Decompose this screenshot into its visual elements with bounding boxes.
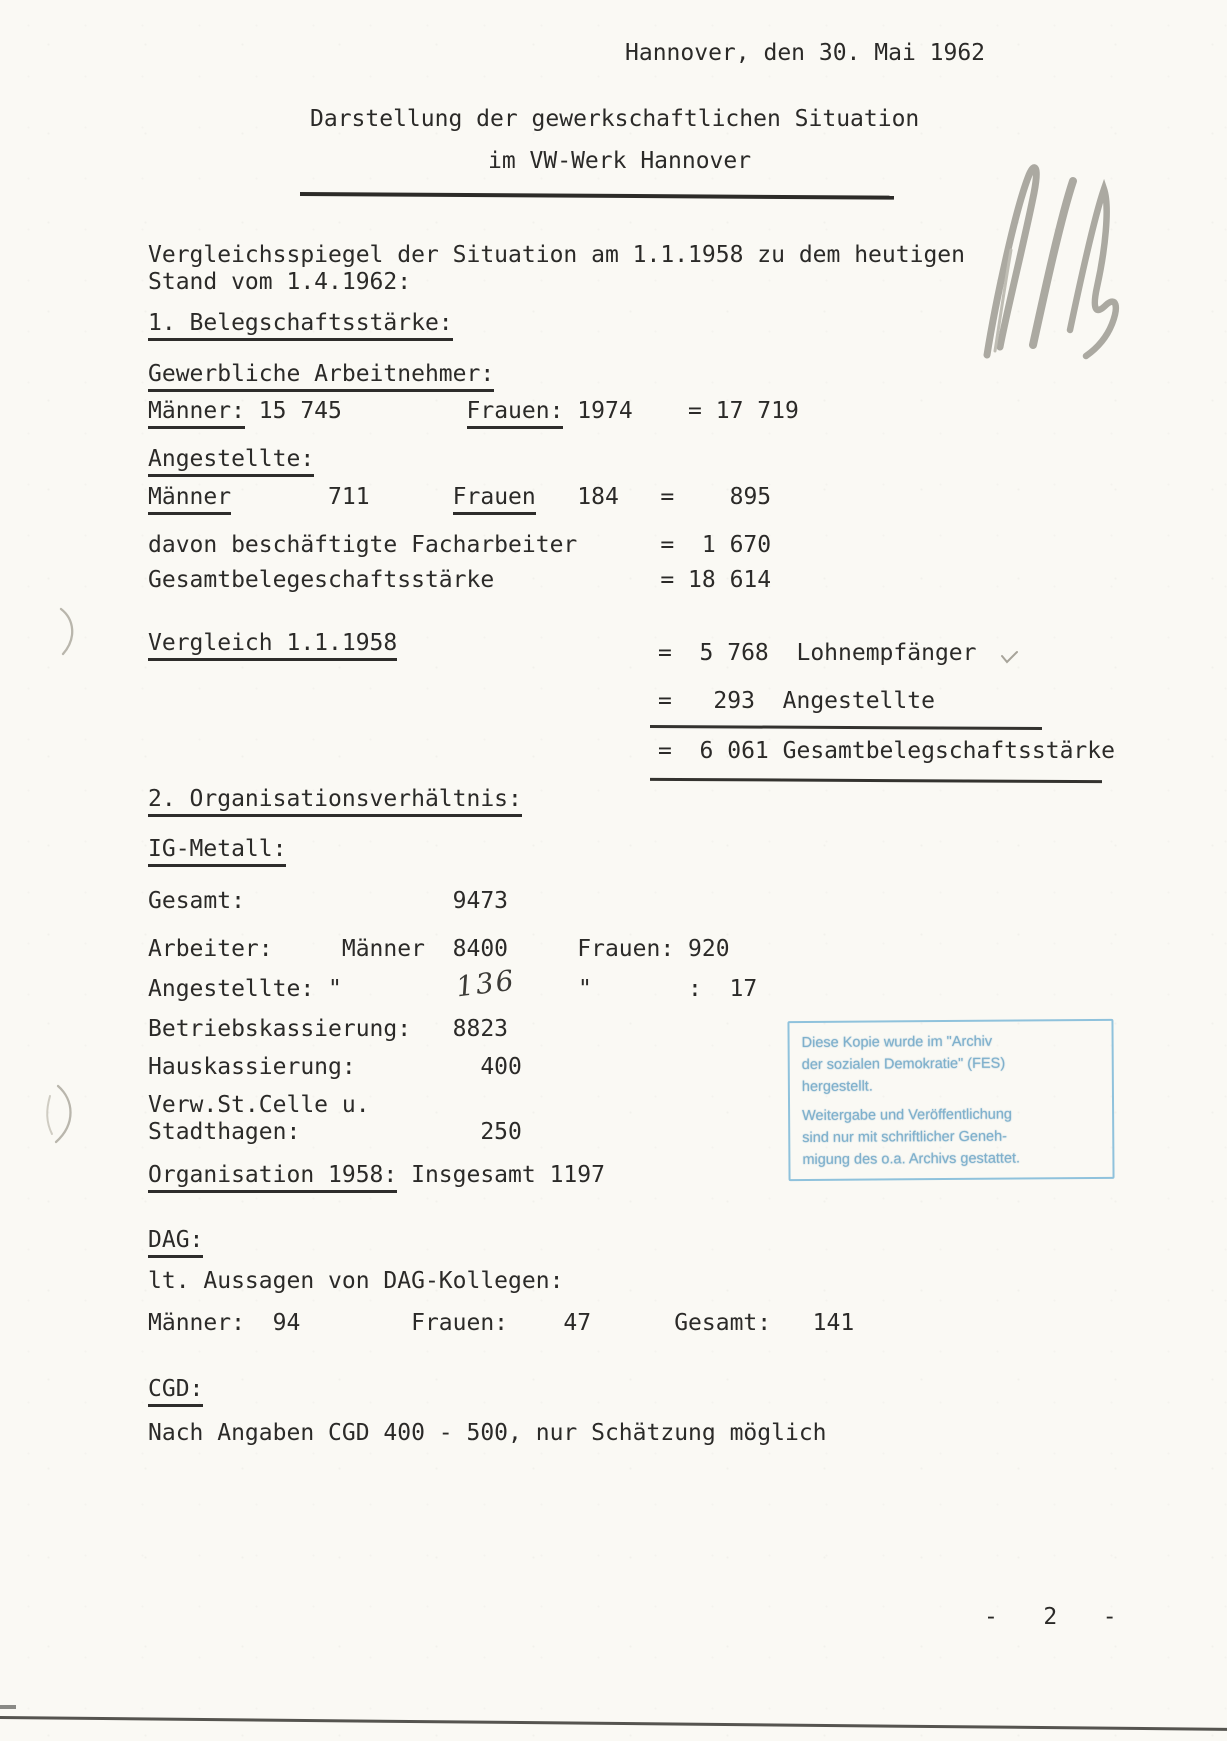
section1-sub1: Gewerbliche Arbeitnehmer:: [148, 361, 494, 388]
comparison-row-1: = 5 768 Lohnempfänger: [658, 640, 977, 666]
comparison-label: Vergleich 1.1.1958: [148, 630, 397, 657]
pencil-tick-icon: [1000, 650, 1020, 666]
section1-sub2: Angestellte:: [148, 446, 314, 473]
scan-edge-dash: [0, 1705, 16, 1709]
dag-heading: DAG:: [148, 1227, 203, 1254]
comparison-row-2: = 293 Angestellte: [658, 688, 935, 714]
comparison-total-row: = 6 061 Gesamtbelegschaftsstärke: [658, 738, 1115, 764]
scan-edge-line: [0, 1716, 1227, 1731]
org1958-row: Organisation 1958: Insgesamt 1197: [148, 1162, 605, 1189]
section2-heading: 2. Organisationsverhältnis:: [148, 786, 522, 813]
total-staff-row: Gesamtbelegeschaftsstärke = 18 614: [148, 567, 772, 593]
sum-rule-bottom: [650, 778, 1102, 783]
stamp-line: sind nur mit schriftlicher Geneh-: [802, 1128, 1008, 1147]
page-number: - 2 -: [984, 1604, 1118, 1630]
salaried-row: Männer 711 Frauen 184 = 895: [148, 484, 771, 511]
cgd-heading: CGD:: [148, 1376, 203, 1403]
pencil-bracket-icon: [58, 606, 84, 658]
doc-title-line2: im VW-Werk Hannover: [488, 148, 752, 174]
handwritten-number: 136: [454, 963, 518, 1004]
igm-celle-row-2: Stadthagen: 250: [148, 1119, 522, 1145]
pencil-scribble-icon: [935, 155, 1125, 370]
dag-intro-row: lt. Aussagen von DAG-Kollegen:: [148, 1268, 564, 1294]
archive-stamp: [787, 1019, 1114, 1181]
sum-rule-top: [650, 725, 1042, 730]
dag-numbers-row: Männer: 94 Frauen: 47 Gesamt: 141: [148, 1310, 855, 1336]
section1-heading: 1. Belegschaftsstärke:: [148, 310, 453, 337]
stamp-line: Diese Kopie wurde im "Archiv: [801, 1033, 993, 1052]
pencil-bracket-icon: [44, 1082, 80, 1148]
stamp-line: der sozialen Demokratie" (FES): [801, 1055, 1006, 1074]
title-underline: [300, 192, 894, 200]
igm-salaried-row: Angestellte: " 136 " : 17: [148, 963, 758, 1004]
igm-celle-row-1: Verw.St.Celle u.: [148, 1092, 370, 1118]
stamp-line: migung des o.a. Archivs gestattet.: [802, 1150, 1021, 1169]
igm-total-row: Gesamt: 9473: [148, 888, 509, 914]
igm-home-dues-row: Hauskassierung: 400: [148, 1054, 522, 1080]
igm-workers-row: Arbeiter: Männer 8400 Frauen: 920: [148, 936, 730, 962]
cgd-text-row: Nach Angaben CGD 400 - 500, nur Schätzung möglich: [148, 1420, 827, 1446]
stamp-line: hergestellt.: [801, 1078, 873, 1096]
doc-title-line1: Darstellung der gewerkschaftlichen Situation: [310, 106, 920, 132]
intro-line1: Vergleichsspiegel der Situation am 1.1.1958 zu dem heutigen: [148, 242, 965, 268]
date-line: Hannover, den 30. Mai 1962: [625, 40, 986, 66]
intro-line2: Stand vom 1.4.1962:: [148, 269, 412, 295]
igmetall-heading: IG-Metall:: [148, 836, 286, 863]
stamp-line: Weitergabe und Veröffentlichung: [802, 1106, 1013, 1125]
skilled-workers-row: davon beschäftigte Facharbeiter = 1 670: [148, 532, 772, 558]
igm-plant-dues-row: Betriebskassierung: 8823: [148, 1016, 509, 1042]
workers-row: Männer: 15 745 Frauen: 1974 = 17 719: [148, 398, 799, 425]
